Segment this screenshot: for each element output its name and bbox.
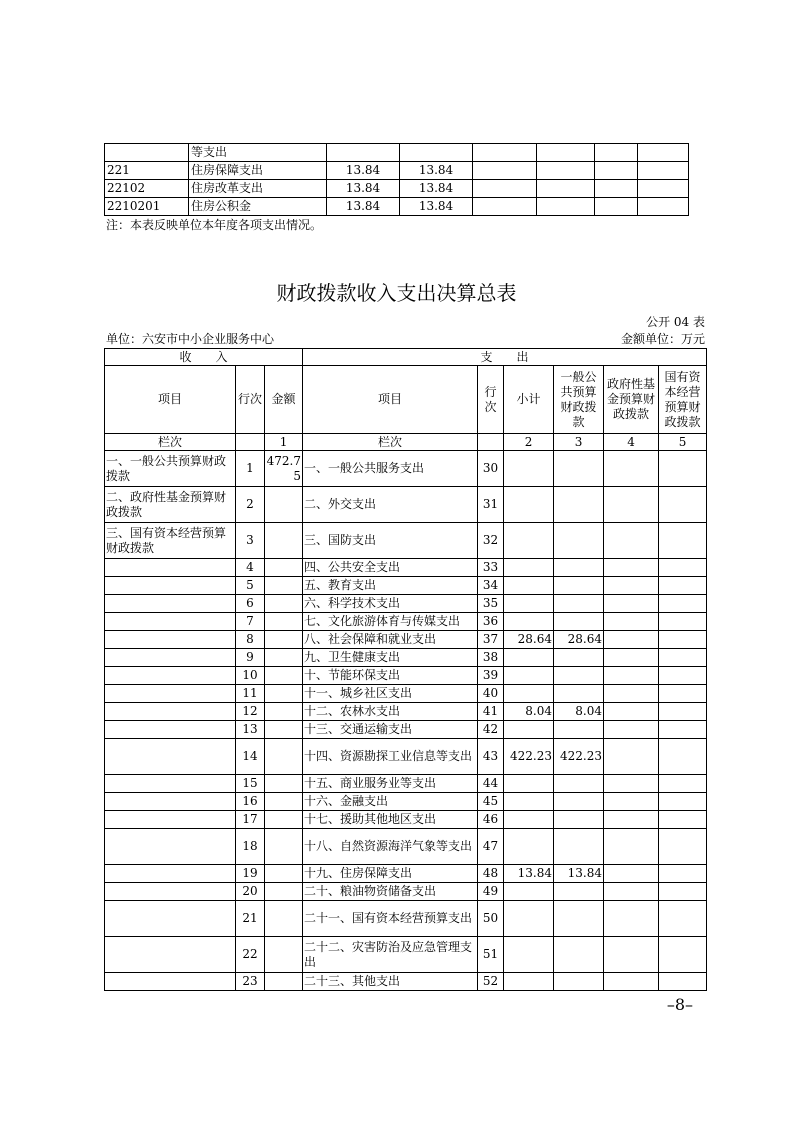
table-cell-code: 22102: [105, 180, 189, 198]
table-cell-general: [554, 811, 604, 829]
table-cell-c5: [595, 162, 638, 180]
table-cell-exp-line: 40: [478, 685, 504, 703]
table-cell-income-item: [105, 595, 236, 613]
table-cell-name: 住房保障支出: [189, 162, 327, 180]
table-cell-income-item: 一、一般公共预算财政拨款: [105, 451, 236, 487]
table-row: [105, 613, 707, 631]
table-cell-general: [554, 577, 604, 595]
table-cell-income-amount: [265, 937, 303, 973]
table-cell-general: [554, 649, 604, 667]
table-cell-subtotal: 28.64: [504, 631, 554, 649]
table-cell-income-line: 8: [236, 631, 265, 649]
table-note: 注：本表反映单位本年度各项支出情况。: [106, 218, 323, 232]
table-cell-exp-line: 42: [478, 721, 504, 739]
table-cell-income-line: 17: [236, 811, 265, 829]
table-row: [105, 198, 689, 216]
table-cell-exp-item: 五、教育支出: [303, 577, 478, 595]
continuation-table-body: [105, 144, 689, 216]
table-cell-income-item: [105, 937, 236, 973]
table-cell-c3: [473, 162, 537, 180]
table-row: [105, 739, 707, 775]
table-cell-income-line: 10: [236, 667, 265, 685]
table-cell-c5: [595, 144, 638, 162]
table-row: [105, 811, 707, 829]
table-row: [105, 685, 707, 703]
table-cell-income-amount: [265, 559, 303, 577]
table-cell-fund: [604, 631, 659, 649]
table-cell-fund: [604, 865, 659, 883]
table-cell-general: [554, 523, 604, 559]
amount-unit-label: 金额单位：万元: [620, 332, 705, 346]
table-cell-state: [659, 973, 707, 991]
table-cell-fund: [604, 595, 659, 613]
table-cell-c6: [638, 144, 689, 162]
table-cell-exp-item: 一、一般公共服务支出: [303, 451, 478, 487]
table-cell-income-amount: [265, 577, 303, 595]
table-cell-income-line: 5: [236, 577, 265, 595]
table-cell-general: [554, 595, 604, 613]
table-cell-income-line: 12: [236, 703, 265, 721]
table-cell-general: [554, 937, 604, 973]
index-label-expense: 栏次: [303, 434, 478, 451]
table-cell-state: [659, 451, 707, 487]
table-cell-name: 住房公积金: [189, 198, 327, 216]
index-empty-cell: [236, 434, 265, 451]
table-cell-state: [659, 829, 707, 865]
table-cell-exp-item: 十五、商业服务业等支出: [303, 775, 478, 793]
table-cell-exp-line: 35: [478, 595, 504, 613]
table-cell-fund: [604, 793, 659, 811]
table-row: [105, 451, 707, 487]
table-cell-income-line: 9: [236, 649, 265, 667]
col-header-expense-line: 行次: [478, 366, 504, 434]
table-cell-income-amount: [265, 613, 303, 631]
table-cell-income-item: [105, 865, 236, 883]
table-cell-income-line: 11: [236, 685, 265, 703]
table-cell-exp-item: 十八、自然资源海洋气象等支出: [303, 829, 478, 865]
table-row: [105, 649, 707, 667]
table-cell-income-amount: [265, 883, 303, 901]
table-cell-c2: 13.84: [400, 180, 473, 198]
fiscal-summary-body: [105, 451, 707, 991]
table-cell-fund: [604, 739, 659, 775]
table-cell-exp-item: 四、公共安全支出: [303, 559, 478, 577]
table-cell-income-amount: [265, 901, 303, 937]
table-cell-income-amount: [265, 829, 303, 865]
table-cell-income-item: 二、政府性基金预算财政拨款: [105, 487, 236, 523]
table-row: [105, 901, 707, 937]
table-cell-state: [659, 775, 707, 793]
table-cell-exp-item: 七、文化旅游体育与传媒支出: [303, 613, 478, 631]
table-cell-subtotal: [504, 613, 554, 631]
table-cell-income-line: 6: [236, 595, 265, 613]
table-cell-state: [659, 703, 707, 721]
table-cell-income-line: 4: [236, 559, 265, 577]
col-header-fund-budget: 政府性基金预算财政拨款: [604, 366, 659, 434]
col-header-state-capital: 国有资本经营预算财政拨款: [659, 366, 707, 434]
table-cell-income-amount: [265, 811, 303, 829]
table-cell-fund: [604, 811, 659, 829]
table-cell-exp-line: 38: [478, 649, 504, 667]
table-cell-state: [659, 883, 707, 901]
table-cell-fund: [604, 703, 659, 721]
page-number: –8–: [666, 995, 693, 1014]
table-cell-exp-line: 39: [478, 667, 504, 685]
table-cell-income-amount: [265, 775, 303, 793]
table-cell-c1: 13.84: [327, 198, 400, 216]
table-cell-exp-item: 二十一、国有资本经营预算支出: [303, 901, 478, 937]
table-cell-c4: [537, 144, 595, 162]
table-cell-state: [659, 739, 707, 775]
table-row: [105, 631, 707, 649]
table-cell-income-line: 19: [236, 865, 265, 883]
table-cell-state: [659, 685, 707, 703]
continuation-table: [104, 143, 689, 216]
table-cell-c6: [638, 162, 689, 180]
table-cell-state: [659, 667, 707, 685]
table-cell-income-line: 14: [236, 739, 265, 775]
table-cell-c3: [473, 144, 537, 162]
table-cell-subtotal: [504, 793, 554, 811]
table-cell-c4: [537, 162, 595, 180]
table-row: [105, 721, 707, 739]
table-cell-c3: [473, 198, 537, 216]
table-cell-exp-item: 十六、金融支出: [303, 793, 478, 811]
table-cell-exp-line: 33: [478, 559, 504, 577]
table-cell-income-amount: [265, 523, 303, 559]
table-row: [105, 865, 707, 883]
table-cell-c4: [537, 180, 595, 198]
table-row: [105, 144, 689, 162]
table-cell-c1: [327, 144, 400, 162]
table-cell-code: 221: [105, 162, 189, 180]
table-cell-exp-item: 二十二、灾害防治及应急管理支出: [303, 937, 478, 973]
table-cell-income-line: 7: [236, 613, 265, 631]
table-cell-exp-line: 48: [478, 865, 504, 883]
table-cell-subtotal: [504, 775, 554, 793]
table-cell-subtotal: [504, 577, 554, 595]
table-cell-subtotal: [504, 811, 554, 829]
table-cell-income-item: [105, 649, 236, 667]
table-cell-income-line: 18: [236, 829, 265, 865]
table-cell-income-amount: [265, 667, 303, 685]
table-cell-exp-line: 34: [478, 577, 504, 595]
table-cell-name: 等支出: [189, 144, 327, 162]
table-cell-subtotal: [504, 559, 554, 577]
table-cell-exp-item: 二、外交支出: [303, 487, 478, 523]
table-cell-income-item: [105, 667, 236, 685]
unit-label: 单位：六安市中小企业服务中心: [106, 332, 275, 346]
table-cell-subtotal: [504, 901, 554, 937]
col-header-general-budget: 一般公共预算财政拨款: [554, 366, 604, 434]
table-cell-income-item: [105, 973, 236, 991]
table-cell-income-amount: [265, 793, 303, 811]
table-cell-subtotal: [504, 883, 554, 901]
table-cell-c6: [638, 180, 689, 198]
group-header-row: [105, 349, 707, 366]
index-label-income: 栏次: [105, 434, 236, 451]
table-row: [105, 883, 707, 901]
table-cell-code: 2210201: [105, 198, 189, 216]
table-cell-income-amount: [265, 595, 303, 613]
table-cell-general: [554, 775, 604, 793]
index-3: 3: [554, 434, 604, 451]
index-2: 2: [504, 434, 554, 451]
table-cell-subtotal: 13.84: [504, 865, 554, 883]
table-cell-fund: [604, 613, 659, 631]
table-row: [105, 577, 707, 595]
table-cell-general: [554, 667, 604, 685]
table-cell-fund: [604, 685, 659, 703]
table-cell-exp-line: 52: [478, 973, 504, 991]
table-cell-state: [659, 901, 707, 937]
table-cell-exp-line: 49: [478, 883, 504, 901]
table-cell-c5: [595, 198, 638, 216]
table-cell-exp-line: 43: [478, 739, 504, 775]
table-cell-income-line: 16: [236, 793, 265, 811]
table-cell-c4: [537, 198, 595, 216]
table-cell-subtotal: [504, 685, 554, 703]
table-cell-subtotal: [504, 649, 554, 667]
table-cell-exp-line: 32: [478, 523, 504, 559]
table-cell-exp-line: 41: [478, 703, 504, 721]
table-cell-income-item: [105, 829, 236, 865]
table-row: [105, 180, 689, 198]
table-cell-exp-item: 十、节能环保支出: [303, 667, 478, 685]
table-cell-general: 13.84: [554, 865, 604, 883]
table-cell-code: [105, 144, 189, 162]
col-header-income-item: 项目: [105, 366, 236, 434]
table-cell-subtotal: [504, 523, 554, 559]
table-cell-income-line: 1: [236, 451, 265, 487]
table-cell-income-line: 2: [236, 487, 265, 523]
table-cell-general: [554, 829, 604, 865]
table-cell-subtotal: [504, 667, 554, 685]
table-cell-exp-item: 二十三、其他支出: [303, 973, 478, 991]
col-header-subtotal: 小计: [504, 366, 554, 434]
table-cell-state: [659, 865, 707, 883]
table-cell-exp-line: 50: [478, 901, 504, 937]
expense-group-header: 支 出: [303, 349, 707, 366]
table-cell-state: [659, 613, 707, 631]
table-cell-subtotal: [504, 937, 554, 973]
table-cell-subtotal: [504, 451, 554, 487]
table-cell-subtotal: 8.04: [504, 703, 554, 721]
table-cell-subtotal: [504, 973, 554, 991]
table-cell-general: [554, 613, 604, 631]
index-1: 1: [265, 434, 303, 451]
col-header-income-line: 行次: [236, 366, 265, 434]
table-cell-fund: [604, 883, 659, 901]
table-cell-general: [554, 883, 604, 901]
table-cell-income-item: [105, 577, 236, 595]
page-title: 财政拨款收入支出决算总表: [276, 281, 517, 305]
table-cell-fund: [604, 667, 659, 685]
table-cell-income-line: 15: [236, 775, 265, 793]
table-cell-income-line: 21: [236, 901, 265, 937]
table-row: [105, 523, 707, 559]
table-cell-c1: 13.84: [327, 180, 400, 198]
column-index-row: [105, 434, 707, 451]
table-row: [105, 703, 707, 721]
table-cell-income-amount: [265, 721, 303, 739]
table-cell-fund: [604, 649, 659, 667]
table-cell-income-amount: 472.75: [265, 451, 303, 487]
table-cell-income-item: [105, 739, 236, 775]
table-cell-c2: 13.84: [400, 198, 473, 216]
table-cell-exp-item: 九、卫生健康支出: [303, 649, 478, 667]
table-cell-state: [659, 721, 707, 739]
table-code: 公开 04 表: [646, 315, 705, 329]
table-cell-subtotal: [504, 487, 554, 523]
table-cell-income-item: [105, 901, 236, 937]
table-cell-fund: [604, 451, 659, 487]
table-cell-name: 住房改革支出: [189, 180, 327, 198]
index-4: 4: [604, 434, 659, 451]
table-cell-c2: [400, 144, 473, 162]
table-cell-exp-item: 二十、粮油物资储备支出: [303, 883, 478, 901]
table-row: [105, 973, 707, 991]
table-cell-exp-item: 十九、住房保障支出: [303, 865, 478, 883]
table-cell-state: [659, 487, 707, 523]
table-cell-income-item: [105, 559, 236, 577]
table-cell-fund: [604, 937, 659, 973]
table-cell-exp-item: 十七、援助其他地区支出: [303, 811, 478, 829]
table-cell-income-item: [105, 883, 236, 901]
table-cell-income-item: [105, 703, 236, 721]
table-cell-exp-line: 31: [478, 487, 504, 523]
table-cell-subtotal: 422.23: [504, 739, 554, 775]
table-cell-c6: [638, 198, 689, 216]
table-cell-c2: 13.84: [400, 162, 473, 180]
table-cell-income-item: [105, 775, 236, 793]
table-cell-general: [554, 559, 604, 577]
table-cell-income-amount: [265, 487, 303, 523]
table-cell-income-item: [105, 613, 236, 631]
table-cell-subtotal: [504, 721, 554, 739]
table-row: [105, 829, 707, 865]
table-cell-income-amount: [265, 649, 303, 667]
table-cell-state: [659, 631, 707, 649]
table-cell-fund: [604, 721, 659, 739]
income-group-header: 收 入: [105, 349, 303, 366]
table-cell-income-line: 20: [236, 883, 265, 901]
col-header-expense-item: 项目: [303, 366, 478, 434]
table-cell-state: [659, 649, 707, 667]
table-cell-c1: 13.84: [327, 162, 400, 180]
table-cell-exp-line: 44: [478, 775, 504, 793]
table-cell-c3: [473, 180, 537, 198]
table-cell-income-line: 3: [236, 523, 265, 559]
table-cell-exp-line: 30: [478, 451, 504, 487]
table-cell-income-item: 三、国有资本经营预算财政拨款: [105, 523, 236, 559]
table-cell-exp-line: 45: [478, 793, 504, 811]
table-cell-c5: [595, 180, 638, 198]
index-5: 5: [659, 434, 707, 451]
table-cell-fund: [604, 901, 659, 937]
table-cell-fund: [604, 973, 659, 991]
table-cell-exp-item: 十四、资源勘探工业信息等支出: [303, 739, 478, 775]
table-cell-general: 8.04: [554, 703, 604, 721]
table-cell-fund: [604, 577, 659, 595]
table-cell-general: [554, 973, 604, 991]
table-cell-exp-line: 37: [478, 631, 504, 649]
table-cell-income-line: 23: [236, 973, 265, 991]
table-cell-income-line: 13: [236, 721, 265, 739]
table-cell-general: [554, 721, 604, 739]
table-cell-state: [659, 793, 707, 811]
table-cell-income-line: 22: [236, 937, 265, 973]
table-cell-fund: [604, 487, 659, 523]
table-cell-fund: [604, 775, 659, 793]
table-cell-subtotal: [504, 595, 554, 613]
table-row: [105, 793, 707, 811]
table-row: [105, 559, 707, 577]
table-cell-income-item: [105, 721, 236, 739]
fiscal-summary-table: [104, 348, 707, 991]
table-cell-exp-item: 十二、农林水支出: [303, 703, 478, 721]
table-cell-exp-item: 八、社会保障和就业支出: [303, 631, 478, 649]
table-row: [105, 162, 689, 180]
table-cell-exp-line: 36: [478, 613, 504, 631]
table-cell-exp-line: 47: [478, 829, 504, 865]
table-cell-general: [554, 685, 604, 703]
table-cell-general: [554, 487, 604, 523]
table-cell-income-amount: [265, 703, 303, 721]
table-cell-fund: [604, 523, 659, 559]
table-cell-fund: [604, 829, 659, 865]
table-row: [105, 775, 707, 793]
table-cell-income-amount: [265, 973, 303, 991]
table-cell-exp-item: 六、科学技术支出: [303, 595, 478, 613]
table-cell-income-amount: [265, 865, 303, 883]
table-cell-income-item: [105, 631, 236, 649]
table-cell-income-item: [105, 811, 236, 829]
table-cell-exp-line: 51: [478, 937, 504, 973]
index-empty-cell: [478, 434, 504, 451]
table-cell-state: [659, 937, 707, 973]
table-cell-income-item: [105, 685, 236, 703]
table-cell-income-amount: [265, 631, 303, 649]
table-cell-exp-item: 十三、交通运输支出: [303, 721, 478, 739]
table-cell-general: [554, 793, 604, 811]
table-cell-income-item: [105, 793, 236, 811]
table-cell-income-amount: [265, 739, 303, 775]
table-cell-subtotal: [504, 829, 554, 865]
table-cell-general: 28.64: [554, 631, 604, 649]
table-cell-state: [659, 811, 707, 829]
table-cell-exp-line: 46: [478, 811, 504, 829]
table-row: [105, 667, 707, 685]
table-cell-income-amount: [265, 685, 303, 703]
table-cell-general: [554, 901, 604, 937]
table-cell-state: [659, 523, 707, 559]
table-row: [105, 487, 707, 523]
table-cell-fund: [604, 559, 659, 577]
table-row: [105, 595, 707, 613]
table-cell-general: 422.23: [554, 739, 604, 775]
table-cell-state: [659, 577, 707, 595]
table-cell-general: [554, 451, 604, 487]
table-cell-exp-item: 三、国防支出: [303, 523, 478, 559]
table-cell-state: [659, 595, 707, 613]
table-cell-exp-item: 十一、城乡社区支出: [303, 685, 478, 703]
table-cell-state: [659, 559, 707, 577]
table-row: [105, 937, 707, 973]
col-header-amount: 金额: [265, 366, 303, 434]
column-header-row: [105, 366, 707, 434]
